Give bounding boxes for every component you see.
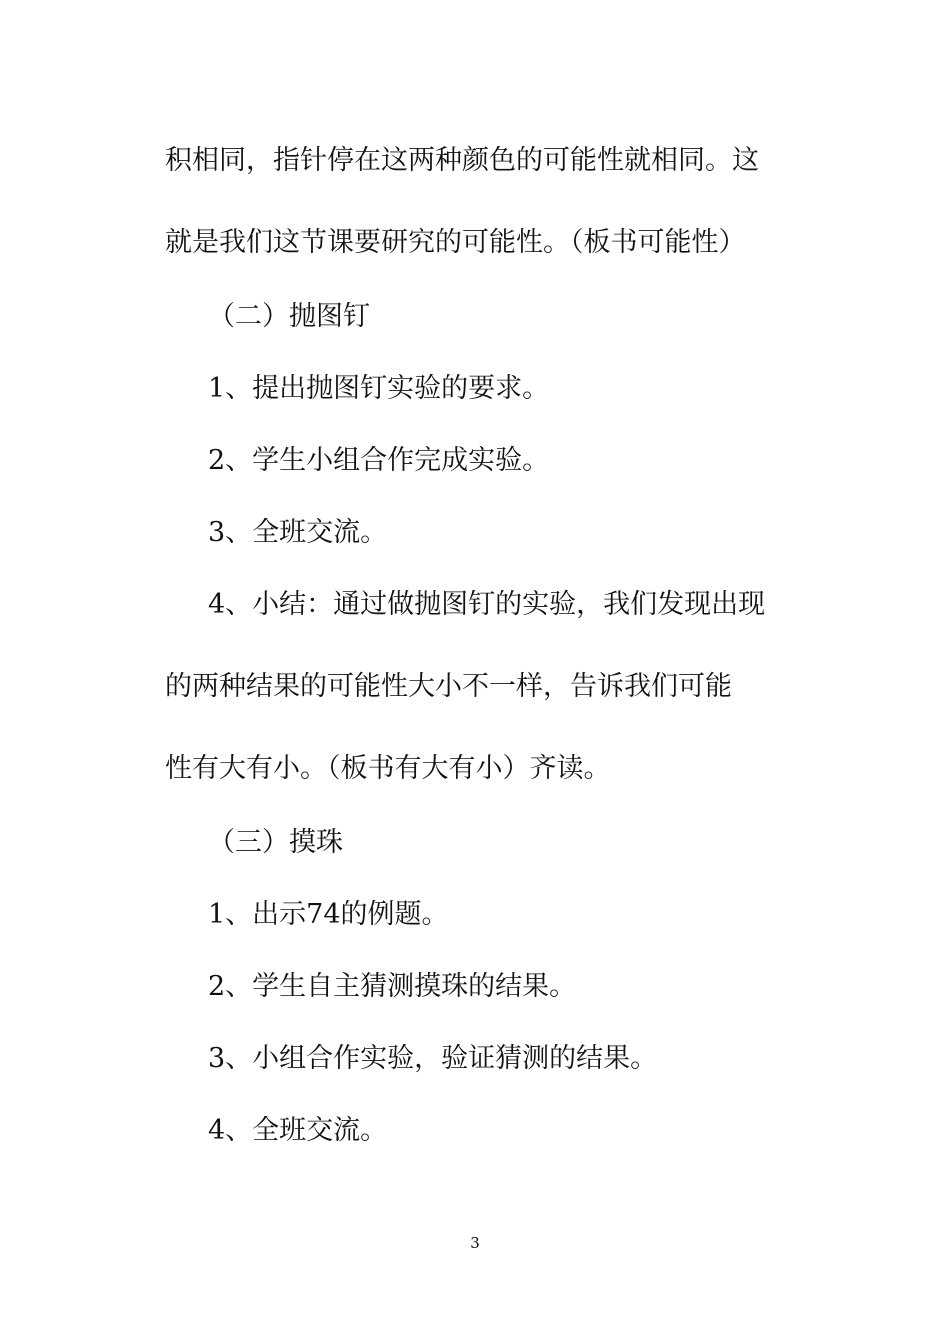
- list-item: 4、全班交流。: [208, 1115, 388, 1146]
- list-item: 3、全班交流。: [208, 517, 388, 548]
- list-item: 2、学生小组合作完成实验。: [208, 445, 550, 476]
- paragraph-line: 的两种结果的可能性大小不一样，告诉我们可能: [165, 671, 732, 702]
- page-number: 3: [470, 1234, 480, 1252]
- paragraph-line: 积相同，指针停在这两种颜色的可能性就相同。这: [165, 145, 759, 176]
- list-item: 3、小组合作实验，验证猜测的结果。: [208, 1043, 658, 1074]
- list-item: 1、出示74的例题。: [208, 899, 449, 930]
- list-item: 1、提出抛图钉实验的要求。: [208, 373, 550, 404]
- list-item: 2、学生自主猜测摸珠的结果。: [208, 971, 577, 1002]
- section-heading: （二）抛图钉: [208, 301, 370, 332]
- paragraph-line: 就是我们这节课要研究的可能性。（板书可能性）: [165, 227, 746, 258]
- section-heading: （三）摸珠: [208, 827, 343, 858]
- paragraph-line: 性有大有小。（板书有大有小）齐读。: [165, 753, 611, 784]
- list-item: 4、小结：通过做抛图钉的实验，我们发现出现: [208, 589, 766, 620]
